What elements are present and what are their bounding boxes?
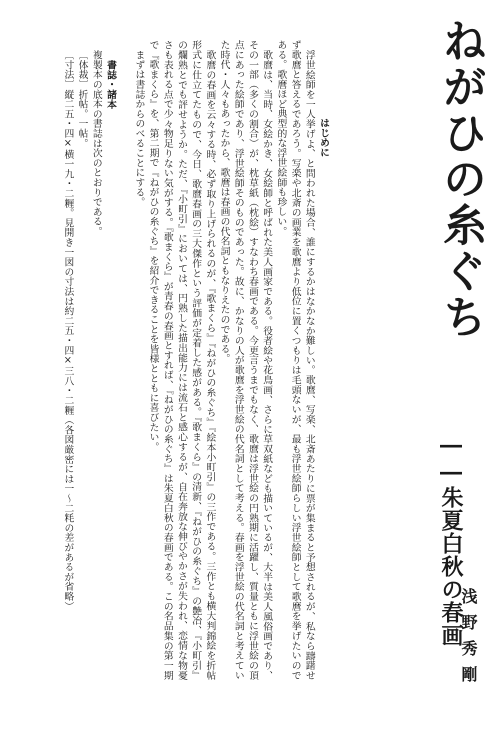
bibliography-paragraph: 複製本の底本の書誌は次のとおりである。 — [90, 49, 102, 236]
intro-paragraph: 浮世絵師を一人挙げよ、と問われた場合、誰にするかはなかなか難しい。歌麿、写楽、北斎あたりに票が集まると予想されるが、私なら躊躇せず歌麿と答えるであろう。写楽や北斎の画業を歌麿より低位に置くつもりは毛頭ないが、最も浮世絵師らしい浮世絵師として歌麿を挙げたいのである。歌麿ほど典型的な浮世絵師も珍しい。 — [275, 40, 315, 680]
bibliography-paragraph: 〔寸法〕縦二五・四×横一九・二糎。見開き一図の寸法は約二五・四×三八・二糎（各図厳密には一～二粍の差があるが省略） — [62, 49, 74, 611]
book-title: ねがひの糸ぐち — [435, 18, 486, 340]
intro-paragraph: 歌麿の春画を云々する時、必ず取り上げられるのが、『歌まくら』『ねがひの糸ぐち』『絵本小町引』の三作である。三作とも横大判錦絵を折帖形式に仕立てたもので、今日、歌麿春画の三大傑作という評価が定着した感がある。『歌まくら』の清新、『ねがひの糸ぐち』の艶冶、『小町引』の爛熟とでも評せようか。ただ、『小町引』においては、円熟した描出能力には流石と感心するが、自在奔放な伸びやかさが失われ、恋情な物憂さも表れる点で少々物足りない気がする。『歌まくら』が青春の春画とすれば、『ねがひの糸ぐち』は朱夏白秋の春画である。この名品集の第一期で『歌まくら』を、第二期で『ねがひの糸ぐち』を紹介できることを皆様とともに喜びたい。 — [147, 40, 216, 680]
book-subtitle: ――朱夏白秋の春画 — [438, 432, 464, 647]
body-text — [30, 40, 330, 680]
intro-paragraph: 歌麿は、当時、女絵かき、女絵師と呼ばれた美人画家である。役者絵や花鳥画、さらに草双紙なども描いているが、大半は美人風俗画であり、その一部（多くの割合）が、枕草紙（枕絵）すなわち春画である。今更言うまでもなく、歌麿は浮世絵の円熟期に活躍し、質量ともに浮世絵の頂点にあった絵師であり、浮世絵師そのものであった。故に、かなりの人が歌麿を浮世絵の代名詞として考える。春画を浮世絵の代名詞と考えていた時代・人々もあったから、歌麿は春画の代名詞ともなりえたのである。 — [218, 40, 273, 680]
intro-paragraph: まずは書誌からのべることにする。 — [133, 49, 145, 207]
bibliography-heading: 書誌・諸本 — [104, 59, 116, 109]
bibliography-paragraph: 〔体裁〕折帖。一帖。 — [76, 49, 88, 148]
intro-heading: はじめに — [318, 118, 329, 158]
author-name: 浅野秀剛 — [459, 588, 478, 692]
